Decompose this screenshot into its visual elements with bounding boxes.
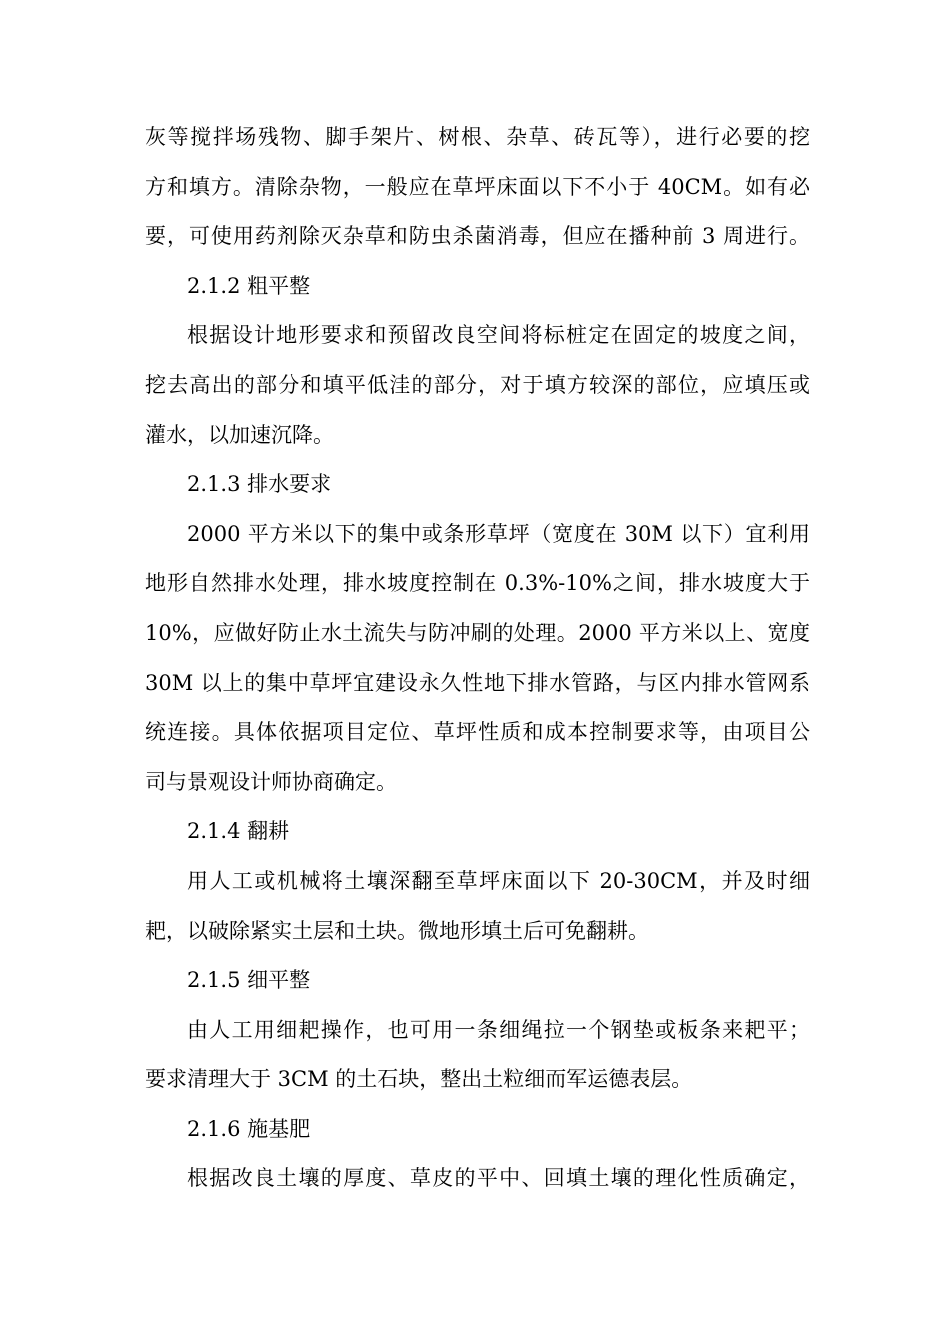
section-heading-2-1-6: 2.1.6 施基肥	[187, 1116, 311, 1141]
paragraph-line: 要，可使用药剂除灭杂草和防虫杀菌消毒，但应在播种前 3 周进行。	[145, 224, 810, 249]
paragraph-line: 挖去高出的部分和填平低洼的部分，对于填方较深的部位，应填压或	[145, 372, 810, 397]
paragraph-line: 耙，以破除紧实土层和土块。微地形填土后可免翻耕。	[145, 918, 649, 943]
paragraph-line: 灌水，以加速沉降。	[145, 422, 334, 447]
paragraph-line: 用人工或机械将土壤深翻至草坪床面以下 20-30CM，并及时细	[187, 868, 810, 893]
paragraph-line: 灰等搅拌场残物、脚手架片、树根、杂草、砖瓦等），进行必要的挖	[145, 125, 810, 149]
document-body	[145, 116, 810, 1207]
paragraph-line: 要求清理大于 3CM 的土石块，整出土粒细而军运德表层。	[145, 1067, 693, 1092]
section-heading-2-1-5: 2.1.5 细平整	[187, 968, 311, 993]
section-heading-2-1-2: 2.1.2 粗平整	[187, 273, 311, 298]
paragraph-line: 司与景观设计师协商确定。	[145, 769, 397, 794]
paragraph-line: 根据设计地形要求和预留改良空间将标桩定在固定的坡度之间，	[187, 323, 810, 348]
paragraph-line: 10%，应做好防止水土流失与防冲刷的处理。2000 平方米以上、宽度	[145, 620, 810, 645]
paragraph-line: 地形自然排水处理，排水坡度控制在 0.3%-10%之间，排水坡度大于	[145, 571, 810, 596]
paragraph-line: 2000 平方米以下的集中或条形草坪（宽度在 30M 以下）宜利用	[187, 521, 810, 546]
section-heading-2-1-4: 2.1.4 翻耕	[187, 819, 290, 844]
paragraph-line: 方和填方。清除杂物，一般应在草坪床面以下不小于 40CM。如有必	[145, 174, 810, 199]
paragraph-line: 30M 以上的集中草坪宜建设永久性地下排水管路，与区内排水管网系	[145, 670, 810, 695]
section-heading-2-1-3: 2.1.3 排水要求	[187, 472, 332, 497]
paragraph-line: 统连接。具体依据项目定位、草坪性质和成本控制要求等，由项目公	[145, 720, 810, 745]
paragraph-line: 根据改良土壤的厚度、草皮的平中、回填土壤的理化性质确定，	[187, 1166, 810, 1191]
paragraph-line: 由人工用细耙操作，也可用一条细绳拉一个钢垫或板条来耙平；	[187, 1017, 810, 1042]
